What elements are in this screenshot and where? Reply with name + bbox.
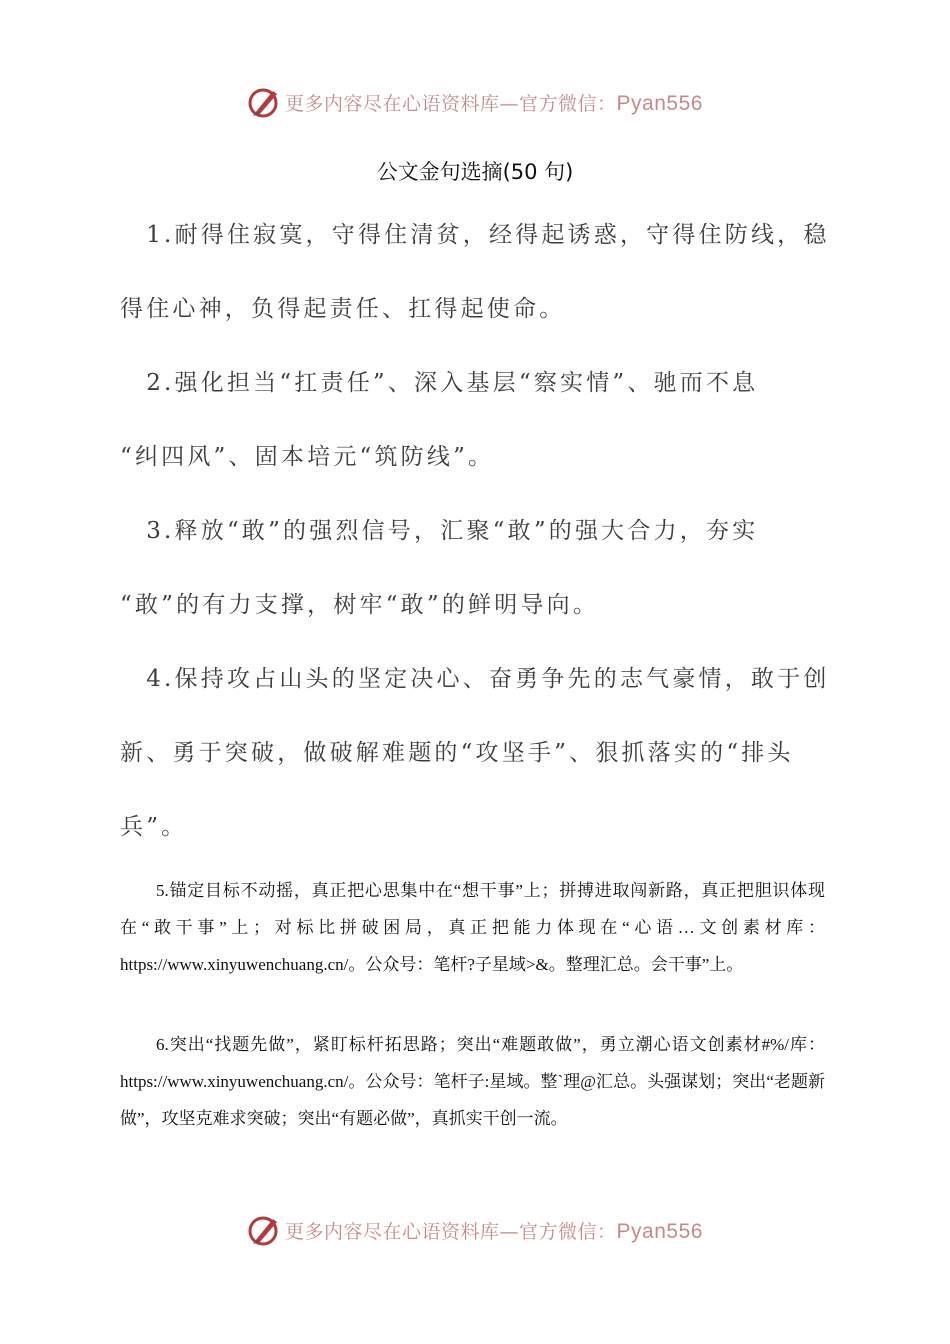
banner-text: 更多内容尽在心语资料库—官方微信：Pyan556 (285, 1219, 703, 1243)
list-item: 4.保持攻占山头的坚定决心、奋勇争先的志气豪情，敢于创 新、勇于突破，做破解难题的“攻坚手”、狠抓落实的“排头 兵”。 (120, 666, 830, 840)
list-item: 6.突出“找题先做”，紧盯标杆拓思路；突出“难题敢做”，勇立潮心语文创素材#%/库：https://www.xinyuwenchuang.cn/。公众号：笔杆子:星域。整`理@汇总。头强谋划；突出“老题新做”，攻坚克难求突破；突出“有题必做”，真抓实干创一流。 (120, 1035, 825, 1128)
footer-banner (0, 1210, 950, 1250)
list-item: 3.释放“敢”的强烈信号，汇聚“敢”的强大合力，夯实 “敢”的有力支撑，树牢“敢”的鲜明导向。 (120, 518, 759, 618)
pen-logo-icon (247, 1213, 281, 1247)
list-item: 1.耐得住寂寞，守得住清贫，经得起诱惑，守得住防线，稳 得住心神，负得起责任、扛得起使命。 (120, 222, 830, 322)
list-item: 2.强化担当“扛责任”、深入基层“察实情”、驰而不息 “纠四风”、固本培元“筑防线”。 (120, 370, 759, 470)
list-item: 5.锚定目标不动摇，真正把心思集中在“想干事”上；拼搏进取闯新路，真正把胆识体现在“敢干事”上；对标比拼破困局，真正把能力体现在“心语…文创素材库：https://www.xinyuwenchuang.cn/。公众号：笔杆?子星域>&。整理汇总。会干事”上。 (120, 881, 825, 974)
page-title: 公文金句选摘(50 句) (376, 160, 574, 184)
pen-logo-icon (247, 85, 281, 119)
banner-text: 更多内容尽在心语资料库—官方微信：Pyan556 (285, 91, 703, 115)
header-banner (0, 82, 950, 122)
